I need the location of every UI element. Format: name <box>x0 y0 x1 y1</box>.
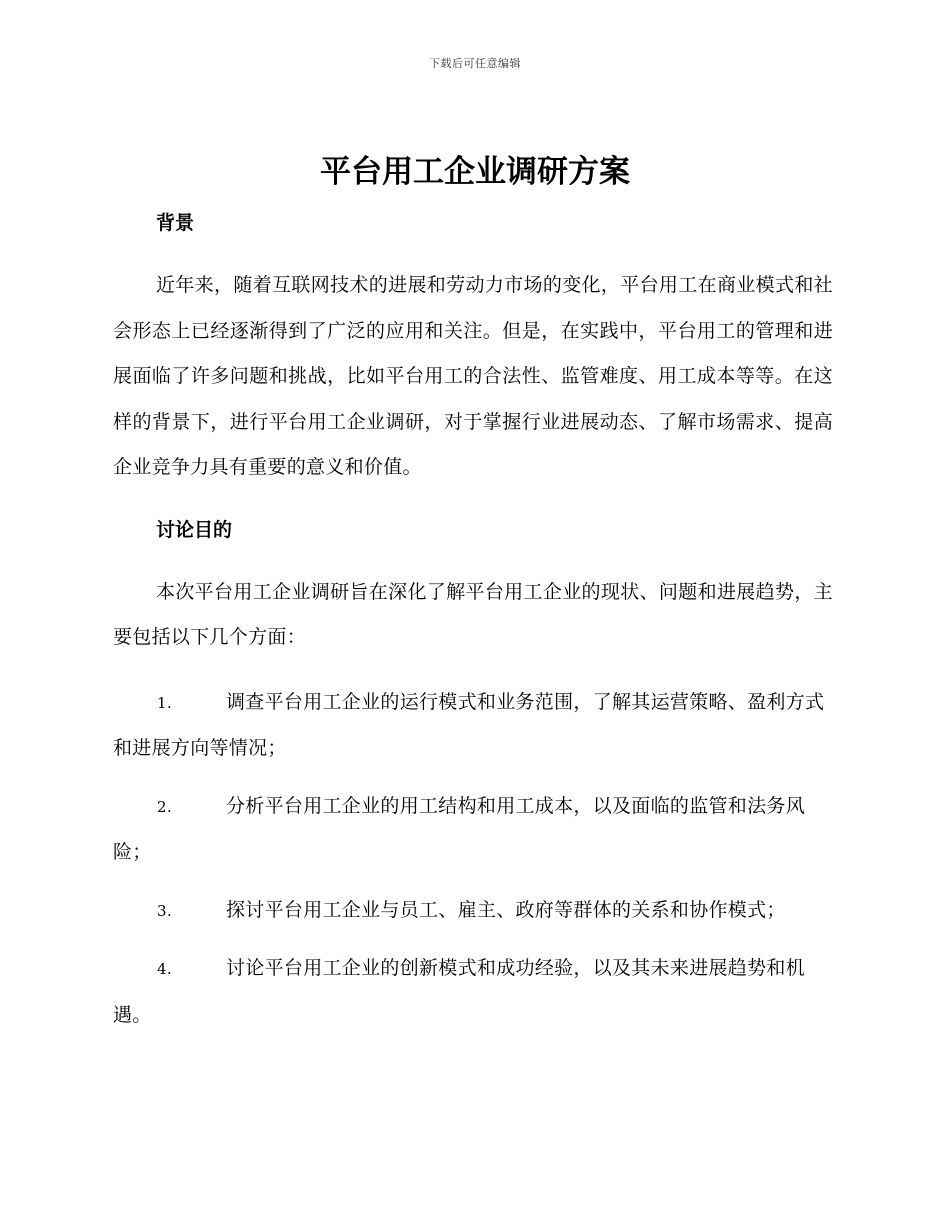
list-item-number: 4. <box>157 960 172 978</box>
document-title: 平台用工企业调研方案 <box>320 154 630 190</box>
list-item <box>113 946 833 1038</box>
list-item <box>113 888 833 935</box>
list-item-text: 调查平台用工企业的运行模式和业务范围，了解其运营策略、盈利方式和进展方向等情况； <box>113 690 825 759</box>
purpose-intro-paragraph: 本次平台用工企业调研旨在深化了解平台用工企业的现状、问题和进展趋势，主要包括以下几个方面： <box>113 580 833 648</box>
purpose-list <box>113 680 833 1039</box>
list-item-number: 1. <box>157 693 172 712</box>
background-paragraph: 近年来，随着互联网技术的进展和劳动力市场的变化，平台用工在商业模式和社会形态上已经逐渐得到了广泛的应用和关注。但是，在实践中，平台用工的管理和进展面临了许多问题和挑战，比如平台用工的合法性、监管难度、用工成本等等。在这样的背景下，进行平台用工企业调研，对于掌握行业进展动态、了解市场需求、提高企业竞争力具有重要的意义和价值。 <box>113 274 833 478</box>
list-item <box>113 680 833 772</box>
header-note: 下载后可任意编辑 <box>429 57 521 70</box>
document-body <box>113 203 833 1050</box>
list-item-number: 2. <box>157 797 172 816</box>
list-item <box>113 784 833 876</box>
section-heading-purpose: 讨论目的 <box>156 518 233 541</box>
section-heading-background: 背景 <box>156 212 195 234</box>
list-item-text: 分析平台用工企业的用工结构和用工成本，以及面临的监管和法务风险； <box>113 794 806 863</box>
list-item-text: 讨论平台用工企业的创新模式和成功经验，以及其未来进展趋势和机遇。 <box>113 957 806 1026</box>
list-item-text: 探讨平台用工企业与员工、雇主、政府等群体的关系和协作模式； <box>226 898 786 921</box>
list-item-number: 3. <box>157 901 172 920</box>
